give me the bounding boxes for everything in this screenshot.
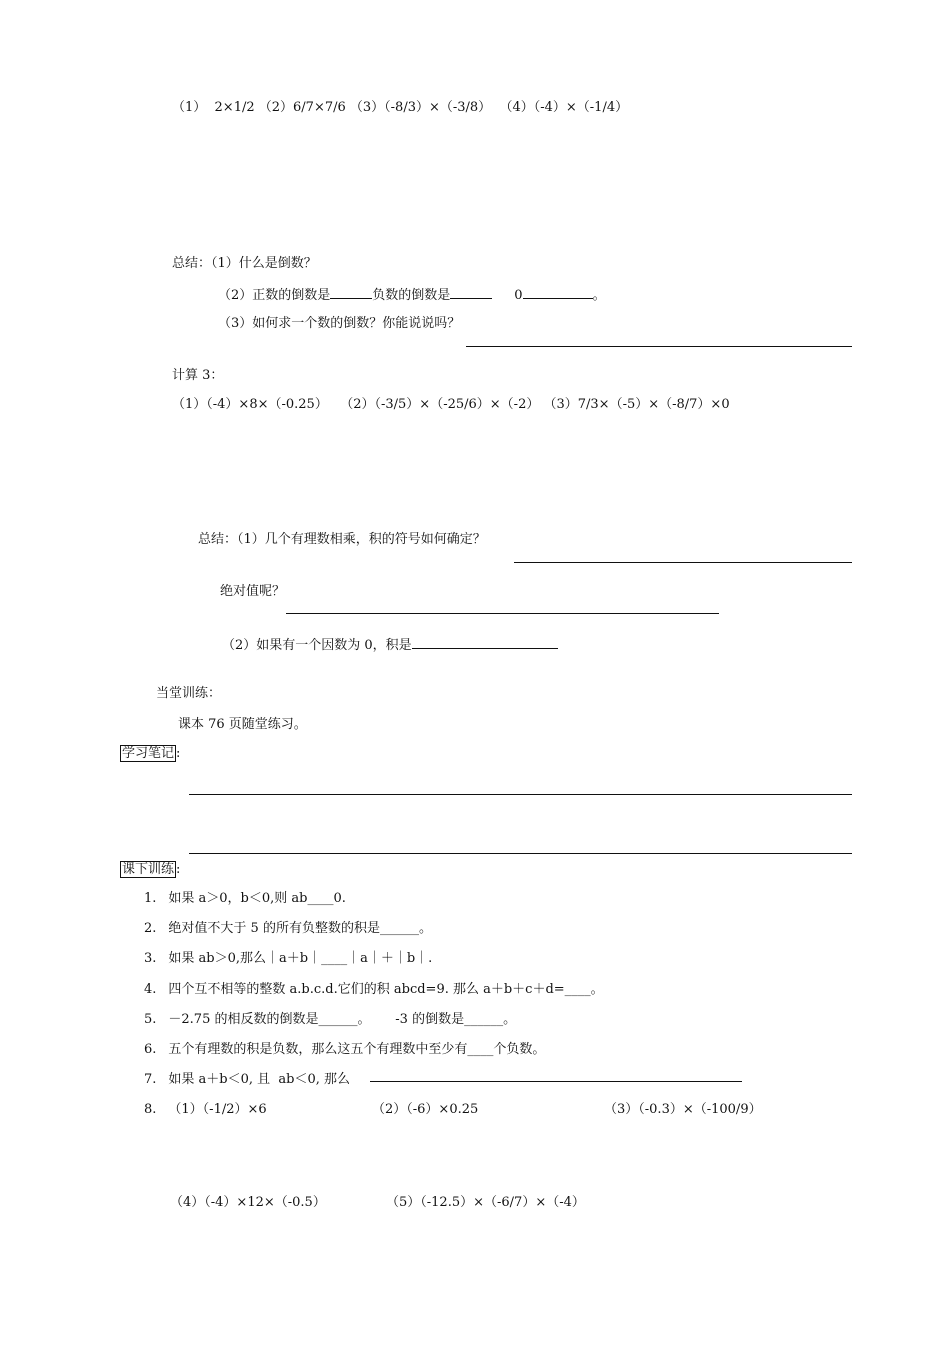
item8-part2: （2）（-6）×0.25 <box>372 1102 479 1117</box>
homework-item <box>144 891 346 907</box>
homework-item <box>144 982 604 998</box>
item-text: 如果 a＋b＜0, 且 ab＜0, 那么 <box>168 1072 351 1087</box>
homework-colon: : <box>176 862 181 877</box>
item-text: 绝对值不大于 5 的所有负整数的积是______。 <box>168 921 432 936</box>
blank-zero-reciprocal[interactable] <box>523 286 593 299</box>
practice-content: 课本 76 页随堂练习。 <box>178 717 307 732</box>
homework-item <box>144 921 432 937</box>
notes-colon: : <box>176 746 181 761</box>
item8-part3: （3）（-0.3）×（-100/9） <box>604 1102 762 1117</box>
summary1-q2 <box>218 286 606 304</box>
item8-part4: （4）（-4）×12×（-0.5） <box>170 1195 326 1210</box>
item-text: 五个有理数的积是负数，那么这五个有理数中至少有____个负数。 <box>168 1042 546 1057</box>
item-text: －2.75 的相反数的倒数是______。 -3 的倒数是______。 <box>168 1012 517 1027</box>
answer-line-item7[interactable] <box>370 1081 742 1082</box>
item-number: 6. <box>144 1042 157 1057</box>
notes-label: 学习笔记 <box>122 746 175 761</box>
summary1-q3: （3）如何求一个数的倒数？你能说说吗？ <box>218 316 461 331</box>
summary2-q1: 总结：（1）几个有理数相乘，积的符号如何确定？ <box>198 532 486 547</box>
homework-item <box>144 1042 545 1058</box>
answer-line-sign[interactable] <box>514 562 852 563</box>
blank-negative-reciprocal[interactable] <box>450 286 492 299</box>
summary2-q2-text: （2）如果有一个因数为 0，积是 <box>222 638 412 653</box>
answer-line-abs[interactable] <box>286 613 719 614</box>
calc2-problems: （1） 2×1/2 （2）6/7×7/6 （3）（-8/3）×（-3/8） （4）（-4）×（-1/4） <box>172 100 629 115</box>
notes-line-2[interactable] <box>189 853 852 854</box>
item-text: 如果 ab＞0,那么｜a＋b｜____｜a｜＋｜b｜. <box>168 951 433 966</box>
blank-zero-product[interactable] <box>412 636 558 649</box>
notes-heading <box>120 746 180 762</box>
summary1-q2-end: 。 <box>592 288 606 303</box>
item-number: 2. <box>144 921 157 936</box>
item-text: （1）（-1/2）×6 <box>168 1102 267 1117</box>
homework-item <box>144 1102 267 1118</box>
homework-item <box>144 951 432 967</box>
summary1-q2-b: 负数的倒数是 <box>372 288 451 303</box>
blank-positive-reciprocal[interactable] <box>330 286 372 299</box>
calc3-label: 计算 3： <box>172 368 224 383</box>
item-text: 四个互不相等的整数 a.b.c.d.它们的积 abcd=9. 那么 a＋b＋c＋d=____。 <box>168 982 604 997</box>
homework-label: 课下训练 <box>122 862 175 877</box>
summary2-abs: 绝对值呢？ <box>220 584 286 599</box>
homework-heading <box>120 862 180 878</box>
summary1-q1: 总结：（1）什么是倒数？ <box>172 256 317 271</box>
answer-line-reciprocal[interactable] <box>466 346 852 347</box>
homework-item <box>144 1072 350 1088</box>
summary2-q2 <box>222 636 558 654</box>
item-number: 3. <box>144 951 157 966</box>
item-number: 1. <box>144 891 157 906</box>
item8-part5: （5）（-12.5）×（-6/7）×（-4） <box>386 1195 585 1210</box>
item-number: 7. <box>144 1072 157 1087</box>
item-number: 5. <box>144 1012 157 1027</box>
item-text: 如果 a＞0，b＜0,则 ab____0. <box>168 891 346 906</box>
item-number: 8. <box>144 1102 157 1117</box>
homework-item <box>144 1012 516 1028</box>
item-number: 4. <box>144 982 157 997</box>
practice-label: 当堂训练： <box>156 686 222 701</box>
notes-line-1[interactable] <box>189 794 852 795</box>
summary1-q2-a: （2）正数的倒数是 <box>218 288 331 303</box>
summary1-q2-c: 0 <box>514 288 523 303</box>
calc3-problems: （1）（-4）×8×（-0.25） （2）（-3/5）×（-25/6）×（-2） （3）7/3×（-5）×（-8/7）×0 <box>172 397 730 412</box>
